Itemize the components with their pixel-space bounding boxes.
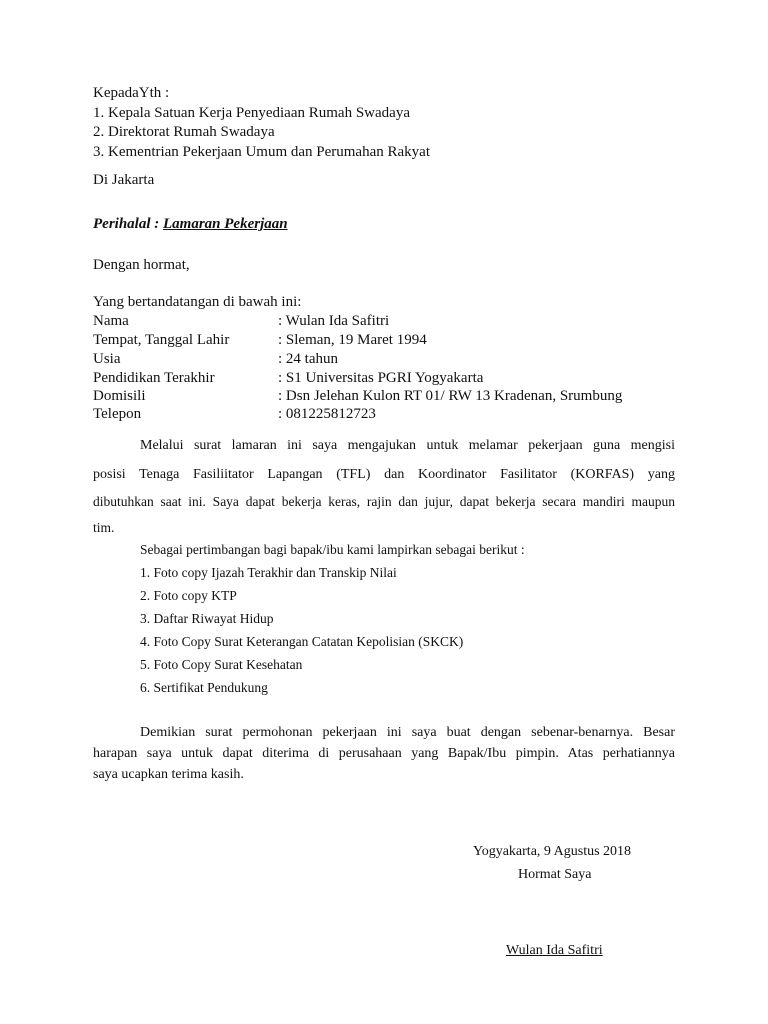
closing-line: harapan saya untuk dapat diterima di perusahaan yang Bapak/Ibu pimpin. Atas perhatiannya bbox=[93, 746, 675, 761]
body-paragraph-line: Melalui surat lamaran ini saya mengajukan untuk melamar pekerjaan guna mengisi bbox=[140, 438, 675, 453]
attachment-item: 3. Daftar Riwayat Hidup bbox=[140, 611, 274, 626]
recipient-heading: KepadaYth : bbox=[93, 85, 170, 101]
identity-value: : 081225812723 bbox=[278, 406, 376, 422]
subject-line bbox=[93, 215, 288, 234]
identity-row-phone bbox=[93, 405, 693, 424]
body-paragraph-line: posisi Tenaga Fasiliitator Lapangan (TFL) dan Koordinator Fasilitator (KORFAS) yang bbox=[93, 467, 675, 482]
recipient-1: 1. Kepala Satuan Kerja Penyediaan Rumah Swadaya bbox=[93, 105, 410, 121]
identity-value: : Sleman, 19 Maret 1994 bbox=[278, 332, 427, 348]
identity-label: Telepon bbox=[93, 406, 142, 422]
greeting: Dengan hormat, bbox=[93, 257, 190, 273]
subject-label: Perihalal : bbox=[93, 216, 163, 232]
identity-value: : Dsn Jelehan Kulon RT 01/ RW 13 Kradenan, Srumbung bbox=[278, 388, 623, 404]
body-paragraph-line: tim. bbox=[93, 520, 115, 535]
signature-salutation: Hormat Saya bbox=[518, 867, 592, 882]
signature-name: Wulan Ida Safitri bbox=[506, 943, 603, 958]
attachment-item: 5. Foto Copy Surat Kesehatan bbox=[140, 657, 303, 672]
identity-row-birth bbox=[93, 331, 693, 350]
attachments-intro: Sebagai pertimbangan bagi bapak/ibu kami lampirkan sebagai berikut : bbox=[140, 542, 525, 557]
identity-value: : Wulan Ida Safitri bbox=[278, 313, 390, 329]
identity-label: Usia bbox=[93, 351, 121, 367]
identity-value: : S1 Universitas PGRI Yogyakarta bbox=[278, 370, 484, 386]
identity-label: Pendidikan Terakhir bbox=[93, 370, 215, 386]
attachment-item: 2. Foto copy KTP bbox=[140, 588, 237, 603]
identity-row-education bbox=[93, 369, 693, 388]
recipient-2: 2. Direktorat Rumah Swadaya bbox=[93, 124, 275, 140]
identity-row-age bbox=[93, 350, 693, 369]
identity-label: Domisili bbox=[93, 388, 146, 404]
identity-row-name bbox=[93, 312, 693, 331]
intro-text: Yang bertandatangan di bawah ini: bbox=[93, 294, 302, 310]
subject-value: Lamaran Pekerjaan bbox=[163, 216, 288, 232]
closing-line: Demikian surat permohonan pekerjaan ini saya buat dengan sebenar-benarnya. Besar bbox=[140, 725, 675, 740]
identity-label: Tempat, Tanggal Lahir bbox=[93, 332, 230, 348]
identity-row-domicile bbox=[93, 387, 693, 406]
identity-value: : 24 tahun bbox=[278, 351, 338, 367]
closing-line: saya ucapkan terima kasih. bbox=[93, 767, 244, 782]
body-paragraph-line: dibutuhkan saat ini. Saya dapat bekerja keras, rajin dan jujur, dapat bekerja secara mandiri maupun bbox=[93, 494, 675, 509]
recipient-city: Di Jakarta bbox=[93, 172, 155, 188]
attachment-item: 1. Foto copy Ijazah Terakhir dan Transkip Nilai bbox=[140, 565, 397, 580]
recipient-3: 3. Kementrian Pekerjaan Umum dan Perumahan Rakyat bbox=[93, 144, 430, 160]
identity-label: Nama bbox=[93, 313, 129, 329]
attachment-item: 4. Foto Copy Surat Keterangan Catatan Kepolisian (SKCK) bbox=[140, 634, 464, 649]
attachment-item: 6. Sertifikat Pendukung bbox=[140, 680, 268, 695]
signature-place-date: Yogyakarta, 9 Agustus 2018 bbox=[473, 844, 632, 859]
